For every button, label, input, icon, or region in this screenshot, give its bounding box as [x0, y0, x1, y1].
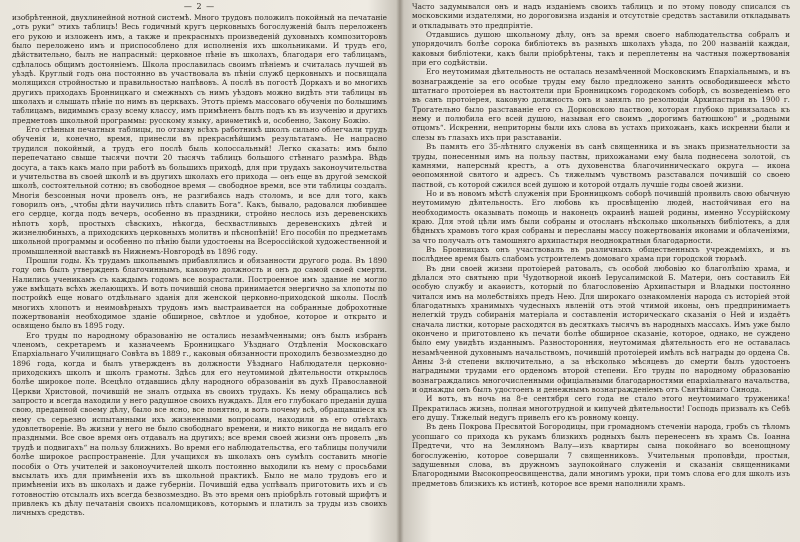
page-number: — 2 — — [183, 2, 216, 11]
book-gutter — [396, 0, 404, 542]
right-paragraph-8: И вотъ, въ ночь на 8-е сентября сего года не стало этого неутомимаго труженика! Прекратилась жизнь, полная многотрудной и кипучей дѣятельности! Господь призвалъ къ Себѣ его душу. Тяжелый недугъ привелъ его къ ровному концу. — [412, 394, 790, 423]
right-paragraph-6: Въ Бронницахъ онъ участвовалъ въ различныхъ общественныхъ учреждеміяхъ, и въ послѣднее время былъ слабомъ устроителемъ домоваго храма при городской тюрьмѣ. — [412, 244, 790, 264]
right-paragraph-3: Его неутомимая дѣятельность не осталась незамѣченной Московскимъ Епархіальнымъ, и въ вознагражденіе за его особые труды ему было предложено занять освободившееся мѣсто штатнаго протоіерея въ настоятели при Бронницкомъ городскомъ соборѣ, съ возведеніемъ его въ санъ протоіерея, каковую должность онъ и занялъ по резолюціи Архипастыря въ 1900 г. Трогательно было разставаніе его съ Дорковскою паствою, которая глубоко привязалась къ нему и полюбила его всей душою, называя его своимъ „дорогимъ батюшкою“ и „родными отцомъ“. Искренни, неприторны были ихъ слова въ устахъ прихожанъ, какъ искренни были и слезы въ глазахъ ихъ при разставаніи. — [412, 67, 790, 142]
left-paragraph-3: Прошли годы. Къ трудамъ школьнымъ прибавлялись и обязанности другого рода. Въ 1890 году онъ былъ утвержденъ благочиннымъ, каковую должность и онъ до самой своей смерти. Налились ученикамъ съ каждымъ годомъ все возрастали. Построенное имъ здание не могло уже вмѣщать всѣхъ желающихъ. И вотъ почившій снова принимается энергично за хлопоты по постройкѣ еще новаго отдѣльнаго зданія для женской церковно-приходской школы. Послѣ многихъ хлопотъ и неимовѣрныхъ трудовъ имъ выстраивается на собранные доброхотные пожертвованія необходимое зданіе обширное, свѣтлое и удобное, которое и открыто и освящено было въ 1895 году. — [12, 255, 387, 331]
left-paragraph-1: изобрѣтенной, двухлинейной нотной системѣ. Много трудовъ положилъ покойный на печатаніе „отъ руки“ этихъ таблицъ! Весь годичный кругъ церковныхъ богослуженій былъ переложенъ его рукою и изложенъ имъ, а также и прекрасныхъ произведеній духовныхъ композиторовъ было переложено имъ и приспособлено для исполненія ихъ школьниками. И трудъ его, дѣйствительно, былъ не напрасный: церковное пѣніе въ школахъ, благодаря его таблицамъ, сдѣлалось общимъ достояніемъ. Школа прославилась своимъ пѣніемъ и считалась лучшей въ уѣздѣ. Круглый годъ она постоянно въ участвовала въ пѣніи служб церковныхъ и посвящала молящихся стройностью и правильностью напѣвовъ. А послѣ въ погостѣ Доркахъ и во многихъ другихъ приходахъ Бронницкаго и смежныхъ съ нимъ уѣздовъ можно видѣть эти таблицы въ школахъ и слышать пѣніе по нимъ въ церквахъ. Этотъ пріемъ массоваго обученія по болышимъ таблицамъ, видимымъ сразу всему классу, имъ примѣненъ былъ подъ къ въ изученію и другихъ предметовъ школьной программы: русскому языку, ариѳметикѣ и, особенно, Закону Божію. — [12, 13, 387, 125]
right-page — [412, 2, 790, 538]
right-paragraph-5: Но и въ новомъ мѣстѣ служенія при Бронницкомъ соборѣ почившій проявилъ свою обычную неутомимую дѣятельность. Его любовь къ просвѣщенію людей, настойчивая его на необходимость оказывать помощь и наконецъ окраинѣ нашей родины, именно Уссурійскому краю. Для этой цѣли имъ были собраны и отосланъ нѣсколько школьныхъ библіотекъ, а для бѣдныхъ храмовъ того края собраны и пересланы массу пожертвованія иконами и облаченіями, за что получалъ отъ тамошняго архипастыря неоднократныя благодарности. — [412, 188, 790, 245]
right-paragraph-4: Въ память его 35-лѣтняго служенія въ санѣ священника и въ знакъ признательности за труды, понесенныя имъ на пользу паствы, прихожанами ему была поднесена золотой, съ камнями, наперсный крестъ, а отъ духовенства благочинническаго округа — икона ѳеопомянной святого и адресъ. Съ тяжелымъ чувствомъ разставался почившій со своею паствой, съ которой сжился всей душою и которой отдалъ лучшіе годы своей жизни. — [412, 142, 790, 189]
left-page — [12, 2, 387, 538]
right-paragraph-9: Въ день Покрова Пресвятой Богородицы, при громадномъ стеченіи народа, гробъ съ тѣломъ усопшаго со прихода къ рукамъ близкихъ родныхъ былъ перенесенъ въ храмъ Св. Іоанна Предтечи, что на Земляномъ Валу—изъ квартиры сына покойнаго во всенощному богослуженію, которое совершали 7 священниковъ. Учительныя проповѣди, простыя, задушевныя слова, въ дружномъ заупокойнаго служенія и сказанія священниками Благородными Высокопреосвященства, дали многимъ уроки, при томъ слова его для школъ изъ предметовъ близкихъ къ истинѣ, которое все время наполняли храмъ. — [412, 422, 790, 488]
right-paragraph-1: Часто задумывался онъ и надъ изданіемъ своихъ таблицъ и по этому поводу списался съ московскими издателями, но дороговизна изданія и отсутствіе средствъ заставили откладывать и откладывать это предпріятіе. — [412, 2, 790, 30]
right-paragraph-7: Въ дни своей жизни протоіерей ратовалъ, съ особой любовію ко благолѣпію храма, и дѣлался это святыню при Чудотворной иконѣ Іерусалимской Б. Матери, онъ составилъ Ей особую службу и акаѳистъ, который по благословенію Архипастыря и Владыки постоянно читался имъ на молебствіяхъ предъ Нею. Для широкаго ознакомленія народа съ исторіей этой благодатныхъ хранимыхъ чудесныхъ явленій отъ этой чтимой иконы, онъ предпринимаетъ нелегкій трудъ собиранія матеріала и составленія историческаго сказанія о Ней и издаётъ сначала листки, которые расходятся въ десяткахъ тысячъ въ народныхъ массахъ. Имъ уже было окончено и приготовлено къ печати болѣе обширное сказаніе, которое, однако, не суждено было ему увидѣть изданнымъ. Разносторонняя, неутомимая дѣятельность его не оставалась незамѣченной духовнымъ начальствомъ, почившій протоіерей имѣлъ всѣ награды до ордена Св. Анны 3-й степени включительно, а за нѣсколько мѣсяцевъ до смерти былъ удостоенъ наградными трудами его орденомъ второй степени. Его труды по народному образованію вознаграждались многочисленными офиціальными благодарностями епархіальнаго начальства, и однажды онъ былъ удостоенъ и денежнымъ вознагражденіемъ отъ Святѣйшаго Синода. — [412, 263, 790, 395]
right-paragraph-2: Отдавшись душою школьному дѣлу, онъ за время своего наблюдательства собралъ и упорядочилъ болѣе сорока библіотекъ въ разныхъ школахъ уѣзда, по 200 названій каждая, каковыя библіотеки, какъ были пріобрѣтены, такъ и переплетены на частныя пожертвованія при его содѣйствіи. — [412, 30, 790, 68]
left-paragraph-4: Его труды по народному образованію не остались незамѣченными; онъ былъ избранъ членомъ, секретаремъ и казначеемъ Бронницкаго Уѣзднаго Отдѣленія Московскаго Епархіальнаго Училищнаго Совѣта въ 1889 г., каковыя обязанности проходилъ безвозмездно до 1896 года, когда и былъ утвержденъ въ должности Уѣзднаго Наблюдателя церковно-приходскихъ школъ и школъ грамоты. Здѣсь для его неутомимой дѣятельности открылось болѣе широкое поле. Всецѣло отдавшись дѣлу народного образованія въ духѣ Православной Церкви Христовой, почившій не зналъ отдыха въ своихъ трудахъ. Къ нему обращались всѣ запросто и всегда находили у него радушное своихъ нуждахъ. Для его глубокаго преданія душа свою, преданной своему дѣлу, было все ясно, все понятно, и вотъ почему всѣ, обращавшіеся къ нему съ серьезно испытанными ихъ жизненными вопросами, находили въ его отвѣтахъ удовлетвореніе. Въ жизни у него не было свободнаго времени, и никто никогда не видалъ его праздными. Все свое время онъ отдавалъ на другихъ; все время своей жизни онъ провелъ „въ трудѣ и подвигахъ“ на пользу ближнихъ. Во время его наблюдательства, его таблицы получили болѣе широкое распространеніе. Для учащихся въ школахъ онъ сумѣлъ составить многіе пособія о Отъ учителей и законоучителей школъ постоянно выходили къ нему с просьбами высылать ихъ для примѣненія ихъ въ школьной практикѣ. Было не мало трудовъ его и примѣненіи ихъ въ школахъ и даже губерніи. Почившій едва успѣвалъ приготовить ихъ и съ готовностію отсылалъ ихъ всегда безвозмездно. Въ это время онъ пріобрѣлъ готовый шрифтъ и привлекъ къ дѣлу печатанія своихъ псаломщиковъ, которымъ и платилъ за труды изъ своихъ личныхъ средствъ. — [12, 330, 387, 518]
left-paragraph-2: Его стѣнныя печатныя таблицы, по отзыву всѣхъ работникѣ школъ сильно облегчали трудъ обученія и, конечно, время, принесли въ прекраснѣйшимъ результатамъ. Не напрасно трудился покойный, а трудъ его послѣ быль колоссальный! Легко сказать: имъ было перепечатано свыше тысячи почти 20 тысячъ таблицъ большого стѣннаго размѣра. Вѣдь досуга, а такъ какъ мало при работѣ въ большихъ приходѣ, для при трудахъ законоучительства и учительства въ своей школѣ и въ другихъ школахъ его прихода — онъ еще въ другой земской школѣ, состоятельной сотню; въ свободное время — свободное время, все эти таблицы создалъ. Многія безсонныя ночи провелъ онъ, не разгибаясь надъ столомъ, и все для того, какъ говорилъ онъ, „чтобы дѣти научились пѣть славить Бога“. Какъ, бывало, радовался любившее его сердце, когда подъ вечеръ, особенно въ праздники, стройно неслось изъ деревенскихъ нѣпотъ хорѣ, простыхъ сѣвскихъ, нѣкогда, бесхвастливыхъ деревенскихъ дѣтей и жизнелюбиныхъ, а приходскихъ церковныхъ молитвъ и пѣснопѣній! Его пособія по предметамъ школьной программы и особенно по пѣнію были удостоены на Всероссійской художественной и промышленной выставкѣ въ Нижнемъ-Новгородѣ въ 1896 году. — [12, 125, 387, 256]
